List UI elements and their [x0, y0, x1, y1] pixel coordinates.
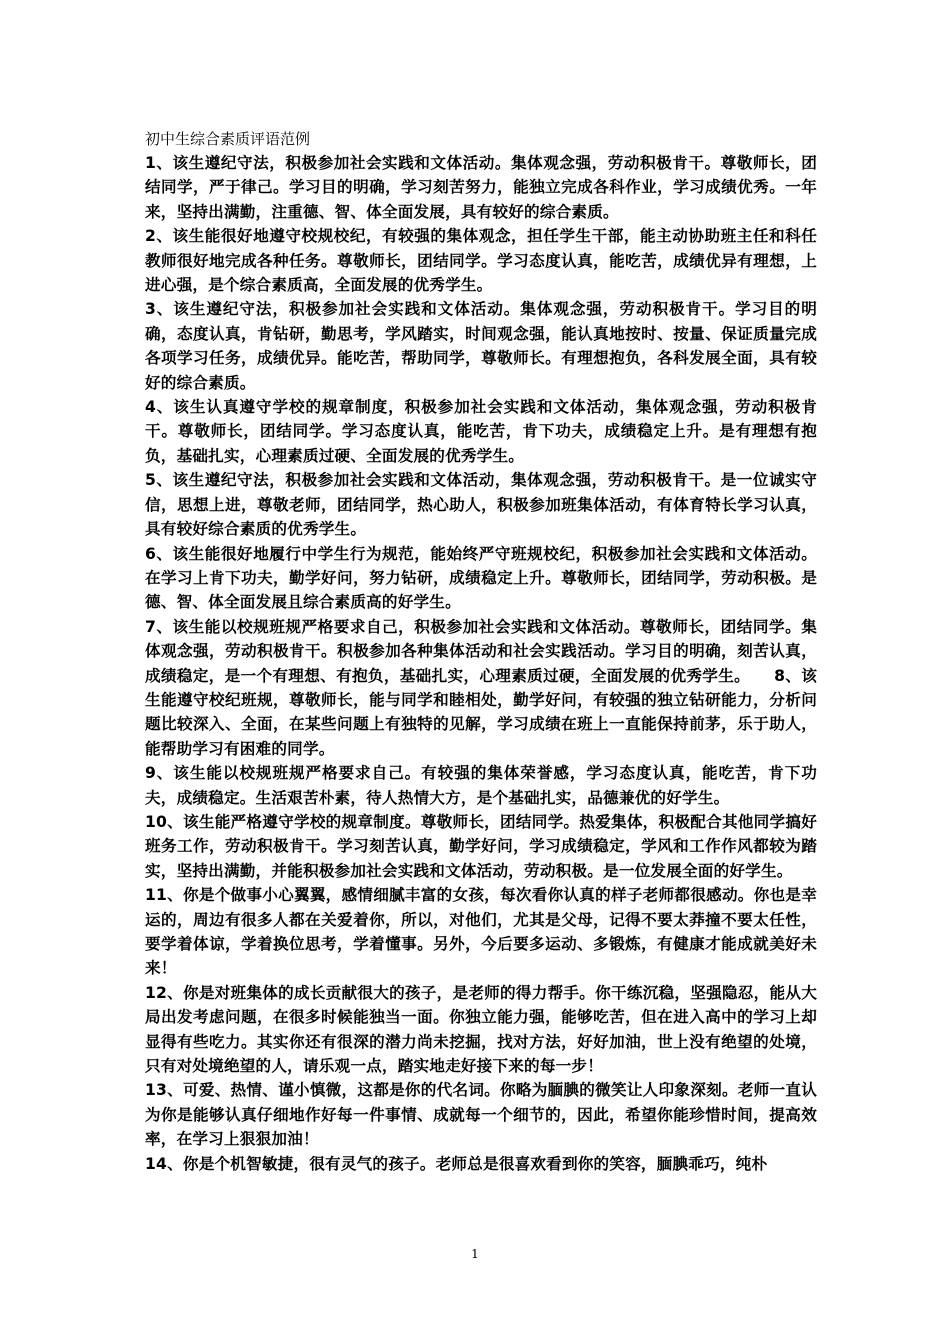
- comment-paragraph-9: 9、该生能以校规班规严格要求自己。有较强的集体荣誉感，学习态度认真，能吃苦，肯下功夫，成绩稳定。生活艰苦朴素，待人热情大方，是个基础扎实，品德兼优的好学生。: [145, 764, 817, 807]
- comment-paragraph-7-8: 7、该生能以校规班规严格要求自己，积极参加社会实践和文体活动。尊敬师长，团结同学。集体观念强，劳动积极肯干。积极参加各种集体活动和社会实践活动。学习目的明确，刻苦认真，成绩稳定，是一个有理想、有抱负，基础扎实，心理素质过硬，全面发展的优秀学生。 8、该生能遵守校纪班规，尊敬师长，能与同学和睦相处，勤学好问，有较强的独立钻研能力，分析问题比较深入、全面，在某些问题上有独特的见解，学习成绩在班上一直能保持前茅，乐于助人，能帮助学习有困难的同学。: [145, 617, 817, 758]
- comment-paragraph-1: 1、该生遵纪守法，积极参加社会实践和文体活动。集体观念强，劳动积极肯干。尊敬师长，团结同学，严于律己。学习目的明确，学习刻苦努力，能独立完成各科作业，学习成绩优秀。一年来，坚持出满勤，注重德、智、体全面发展，具有较好的综合素质。: [145, 154, 817, 221]
- comment-paragraph-2: 2、该生能很好地遵守校规校纪，有较强的集体观念，担任学生干部，能主动协助班主任和科任教师很好地完成各种任务。尊敬师长，团结同学。学习态度认真，能吃苦，成绩优异有理想，上进心强，是个综合素质高，全面发展的优秀学生。: [145, 227, 817, 295]
- comment-paragraph-10: 10、该生能严格遵守学校的规章制度。尊敬师长，团结同学。热爱集体，积极配合其他同学搞好班务工作，劳动积极肯干。学习刻苦认真，勤学好问，学习成绩稳定，学风和工作作风都较为踏实，坚持出满勤，并能积极参加社会实践和文体活动，劳动积极。是一位发展全面的好学生。: [145, 812, 817, 880]
- comment-paragraph-12: 12、你是对班集体的成长贡献很大的孩子，是老师的得力帮手。你干练沉稳，坚强隐忍，能从大局出发考虑问题，在很多时候能独当一面。你独立能力强，能够吃苦，但在进入高中的学习上却显得有些吃力。其实你还有很深的潜力尚未挖掘，找对方法，好好加油，世上没有绝望的处境，只有对处境绝望的人，请乐观一点，踏实地走好接下来的每一步！: [145, 983, 817, 1076]
- document-title: 初中生综合素质评语范例: [145, 130, 311, 148]
- comment-paragraph-4: 4、该生认真遵守学校的规章制度，积极参加社会实践和文体活动，集体观念强，劳动积极肯干。尊敬师长，团结同学。学习态度认真，能吃苦，肯下功夫，成绩稳定上升。是有理想有抱负，基础扎实，心理素质过硬、全面发展的优秀学生。: [145, 398, 817, 465]
- comment-paragraph-14: 14、你是个机智敏捷，很有灵气的孩子。老师总是很喜欢看到你的笑容，腼腆乖巧，纯朴: [145, 1154, 768, 1173]
- comment-paragraph-5: 5、该生遵纪守法，积极参加社会实践和文体活动，集体观念强，劳动积极肯干。是一位诚实守信，思想上进，尊敬老师，团结同学，热心助人，积极参加班集体活动，有体育特长学习认真，具有较好综合素质的优秀学生。: [145, 471, 817, 539]
- comment-paragraph-6: 6、该生能很好地履行中学生行为规范，能始终严守班规校纪，积极参加社会实践和文体活动。在学习上肯下功夫，勤学好问，努力钻研，成绩稳定上升。尊敬师长，团结同学，劳动积极。是德、智、体全面发展且综合素质高的好学生。: [145, 544, 817, 612]
- comment-paragraph-13: 13、可爱、热情、谨小慎微，这都是你的代名词。你略为腼腆的微笑让人印象深刻。老师一直认为你是能够认真仔细地作好每一件事情、成就每一个细节的，因此，希望你能珍惜时间，提高效率，在学习上狠狠加油！: [145, 1081, 817, 1149]
- page-number: 1: [471, 1247, 479, 1261]
- comment-paragraph-11: 11、你是个做事小心翼翼，感情细腻丰富的女孩，每次看你认真的样子老师都很感动。你也是幸运的，周边有很多人都在关爱着你，所以，对他们，尤其是父母，记得不要太莽撞不要太任性，要学着体谅，学着换位思考，学着懂事。另外，今后要多运动、多锻炼，有健康才能成就美好未来！: [145, 886, 817, 978]
- document-page: [145, 127, 817, 1176]
- comment-paragraph-3: 3、该生遵纪守法，积极参加社会实践和文体活动。集体观念强，劳动积极肯干。学习目的明确，态度认真，肯钻研，勤思考，学风踏实，时间观念强，能认真地按时、按量、保证质量完成各项学习任务，成绩优异。能吃苦，帮助同学，尊敬师长。有理想抱负，各科发展全面，具有较好的综合素质。: [145, 300, 817, 392]
